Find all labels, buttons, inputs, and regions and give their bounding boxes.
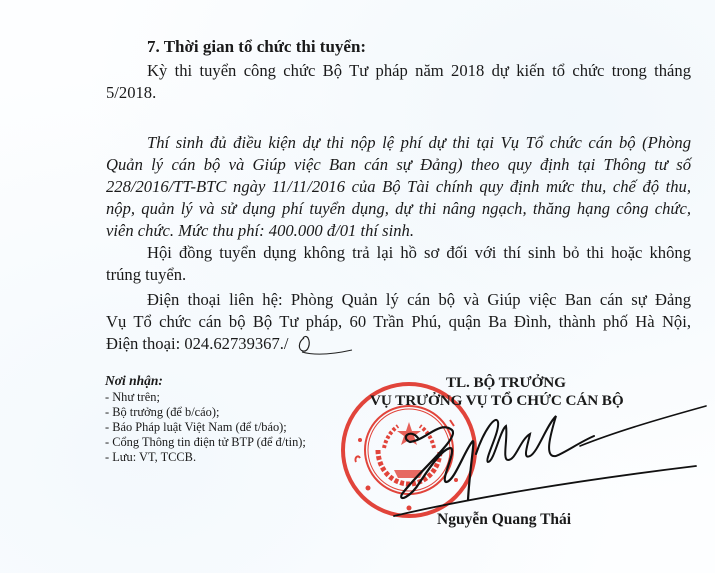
paragraph-1-line-2: 5/2018. xyxy=(106,83,157,102)
paragraph-3-line-2: trúng tuyển. xyxy=(106,265,187,284)
paragraph-2-line-4: nộp, quản lý và sử dụng phí tuyển dụng, dự thi nâng ngạch, thăng hạng công chức, xyxy=(106,199,691,218)
paragraph-2-line-3: 228/2016/TT-BTC ngày 11/11/2016 của Bộ Tài chính quy định mức thu, chế độ thu, xyxy=(106,177,691,196)
paragraph-3-line-1: Hội đồng tuyển dụng không trả lại hồ sơ đối với thí sinh bỏ thi hoặc không xyxy=(147,243,691,262)
paragraph-4-line-1: Điện thoại liên hệ: Phòng Quản lý cán bộ và Giúp việc Ban cán sự Đảng xyxy=(147,290,691,309)
signature-title-line-1: TL. BỘ TRƯỞNG xyxy=(446,374,566,391)
section-heading: 7. Thời gian tổ chức thi tuyển: xyxy=(147,37,367,56)
paragraph-2-line-5: viên chức. Mức thu phí: 400.000 đ/01 thí sinh. xyxy=(106,221,414,240)
signer-name: Nguyễn Quang Thái xyxy=(437,511,572,528)
recipient-item: - Như trên; xyxy=(105,390,160,404)
paragraph-4-line-2: Vụ Tổ chức cán bộ Bộ Tư pháp, 60 Trần Phú, quận Ba Đình, thành phố Hà Nội, xyxy=(106,312,691,331)
recipient-item: - Cổng Thông tin điện tử BTP (để đ/tin); xyxy=(105,435,306,449)
recipients-title: Nơi nhận: xyxy=(105,373,163,388)
recipient-item: - Báo Pháp luật Việt Nam (để t/báo); xyxy=(105,420,287,434)
paragraph-1-line-1: Kỳ thi tuyển công chức Bộ Tư pháp năm 2018 dự kiến tổ chức trong tháng xyxy=(147,61,691,80)
signature-title-line-2: VỤ TRƯỞNG VỤ TỔ CHỨC CÁN BỘ xyxy=(370,392,624,409)
handwritten-initial-icon xyxy=(296,334,356,356)
recipient-item: - Bộ trưởng (để b/cáo); xyxy=(105,405,220,419)
paragraph-2-line-1: Thí sinh đủ điều kiện dự thi nộp lệ phí dự thi tại Vụ Tổ chức cán bộ (Phòng xyxy=(147,133,691,152)
paragraph-2-line-2: Quản lý cán bộ và Giúp việc Ban cán sự Đảng) theo quy định tại Thông tư số xyxy=(106,155,691,174)
paragraph-4-line-3: Điện thoại: 024.62739367./ xyxy=(106,334,289,353)
recipient-item: - Lưu: VT, TCCB. xyxy=(105,450,197,464)
handwritten-signature-icon xyxy=(380,390,710,520)
